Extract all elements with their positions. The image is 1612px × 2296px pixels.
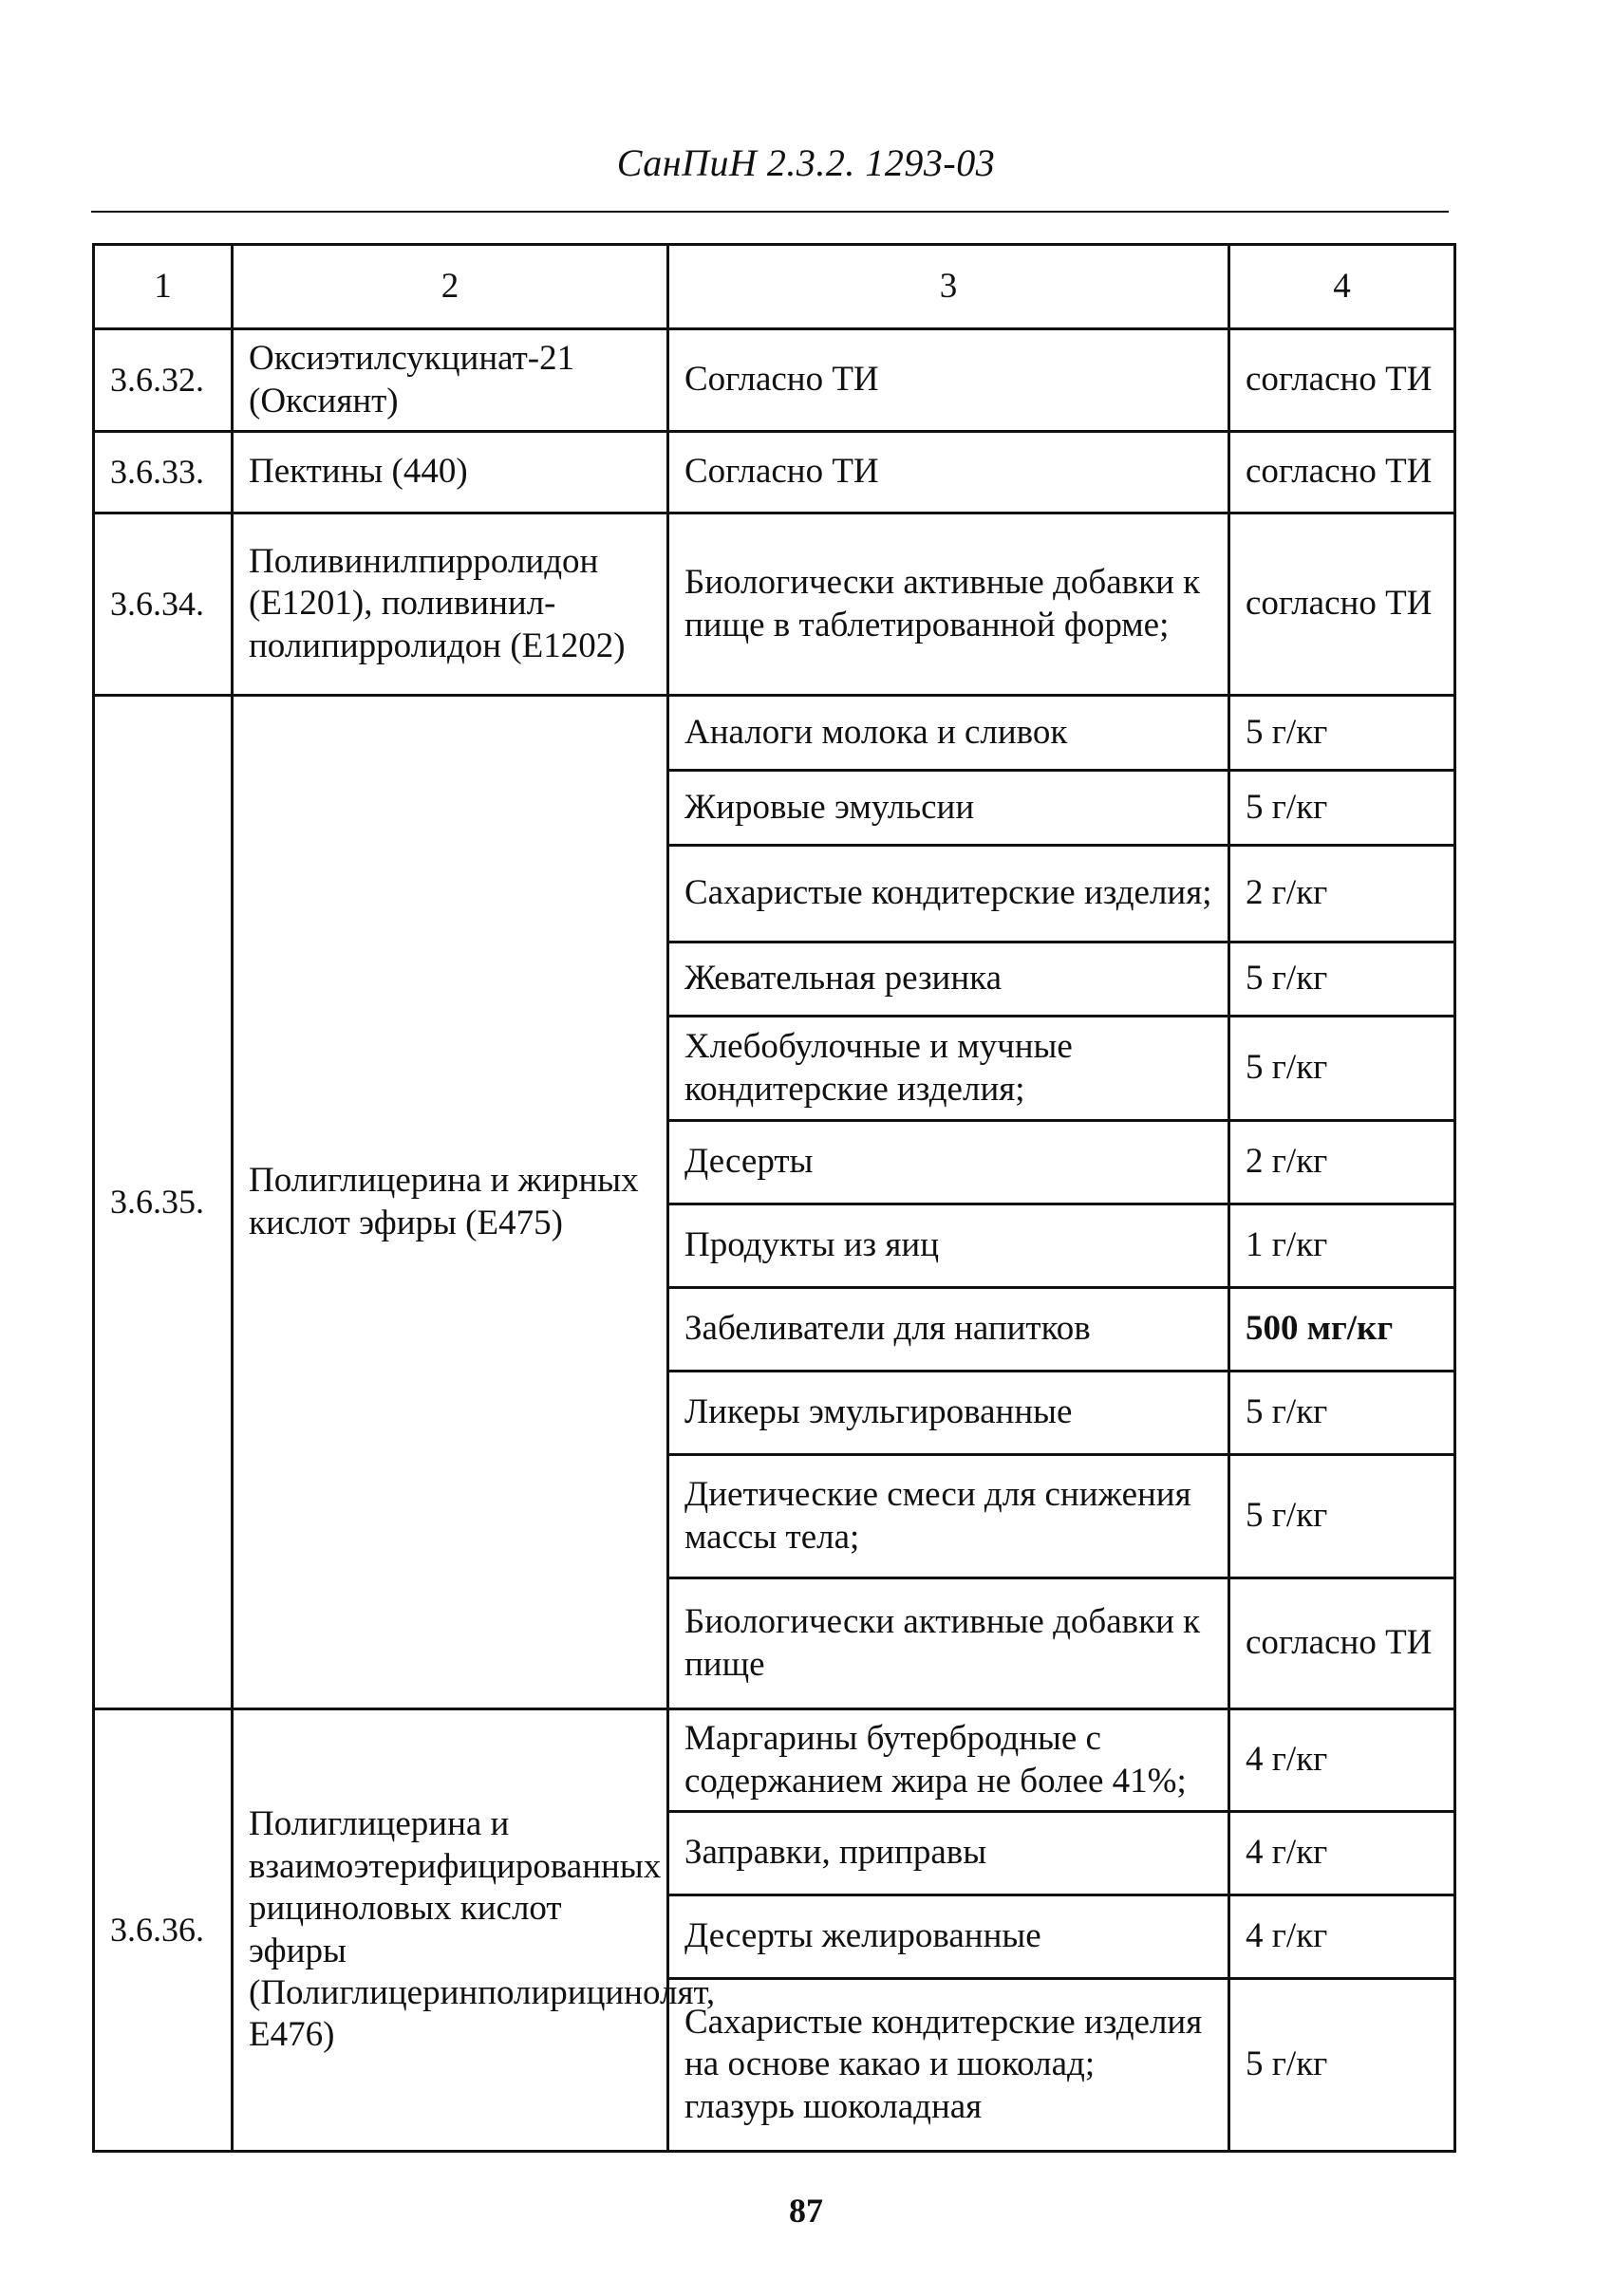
permitted-level: 4 г/кг xyxy=(1229,1709,1455,1812)
row-number: 3.6.32. xyxy=(94,329,233,432)
permitted-level: 5 г/кг xyxy=(1229,696,1455,771)
product-name: Продукты из яиц xyxy=(668,1204,1229,1288)
product-name: Десерты xyxy=(668,1121,1229,1204)
substance-name: Полиглицерина и взаимоэтерифицированных рициноловых кислот эфиры (Полиглицеринполирицинолят, Е476) xyxy=(233,1709,668,2152)
table-row xyxy=(94,1709,1455,1812)
permitted-level: 5 г/кг xyxy=(1229,943,1455,1017)
column-header-2: 2 xyxy=(233,245,668,329)
column-header-3: 3 xyxy=(668,245,1229,329)
product-name: Хлебобулочные и мучные кондитерские изделия; xyxy=(668,1017,1229,1121)
substance-name: Поливинилпирролидон (Е1201), поливинил-полипирролидон (Е1202) xyxy=(233,513,668,696)
column-header-4: 4 xyxy=(1229,245,1455,329)
product-name: Сахаристые кондитерские изделия на основе какао и шоколад; глазурь шоколадная xyxy=(668,1979,1229,2152)
product-name: Жевательная резинка xyxy=(668,943,1229,1017)
permitted-level: 2 г/кг xyxy=(1229,846,1455,943)
additives-table xyxy=(92,243,1456,2153)
product-name: Диетические смеси для снижения массы тела; xyxy=(668,1455,1229,1578)
permitted-level: 5 г/кг xyxy=(1229,1979,1455,2152)
product-name: Заправки, приправы xyxy=(668,1812,1229,1895)
product-name: Десерты желированные xyxy=(668,1895,1229,1979)
product-name: Жировые эмульсии xyxy=(668,771,1229,846)
header-rule xyxy=(91,211,1449,213)
permitted-level: согласно ТИ xyxy=(1229,432,1455,513)
permitted-level: 2 г/кг xyxy=(1229,1121,1455,1204)
product-name: Согласно ТИ xyxy=(668,329,1229,432)
row-number: 3.6.33. xyxy=(94,432,233,513)
permitted-level: согласно ТИ xyxy=(1229,1578,1455,1709)
product-name: Забеливатели для напитков xyxy=(668,1288,1229,1372)
row-number: 3.6.36. xyxy=(94,1709,233,2152)
table-row xyxy=(94,513,1455,696)
row-number: 3.6.34. xyxy=(94,513,233,696)
permitted-level: 1 г/кг xyxy=(1229,1204,1455,1288)
product-name: Биологически активные добавки к пище xyxy=(668,1578,1229,1709)
permitted-level: 5 г/кг xyxy=(1229,1017,1455,1121)
product-name: Сахаристые кондитерские изделия; xyxy=(668,846,1229,943)
table-row xyxy=(94,432,1455,513)
product-name: Ликеры эмульгированные xyxy=(668,1372,1229,1455)
permitted-level: 5 г/кг xyxy=(1229,1372,1455,1455)
substance-name: Пектины (440) xyxy=(233,432,668,513)
column-header-1: 1 xyxy=(94,245,233,329)
document-header: СанПиН 2.3.2. 1293-03 xyxy=(616,141,996,184)
table-header-row xyxy=(94,245,1455,329)
product-name: Согласно ТИ xyxy=(668,432,1229,513)
table-row xyxy=(94,696,1455,771)
page-number: 87 xyxy=(789,2192,823,2230)
permitted-level: согласно ТИ xyxy=(1229,329,1455,432)
permitted-level: согласно ТИ xyxy=(1229,513,1455,696)
table-row xyxy=(94,329,1455,432)
product-name: Маргарины бутербродные с содержанием жира не более 41%; xyxy=(668,1709,1229,1812)
permitted-level: 5 г/кг xyxy=(1229,1455,1455,1578)
permitted-level: 4 г/кг xyxy=(1229,1812,1455,1895)
permitted-level: 5 г/кг xyxy=(1229,771,1455,846)
substance-name: Оксиэтилсукцинат-21 (Оксиянт) xyxy=(233,329,668,432)
product-name: Биологически активные добавки к пище в таблетированной форме; xyxy=(668,513,1229,696)
permitted-level: 4 г/кг xyxy=(1229,1895,1455,1979)
substance-name: Полиглицерина и жирных кислот эфиры (Е475) xyxy=(233,696,668,1709)
product-name: Аналоги молока и сливок xyxy=(668,696,1229,771)
row-number: 3.6.35. xyxy=(94,696,233,1709)
permitted-level: 500 мг/кг xyxy=(1229,1288,1455,1372)
